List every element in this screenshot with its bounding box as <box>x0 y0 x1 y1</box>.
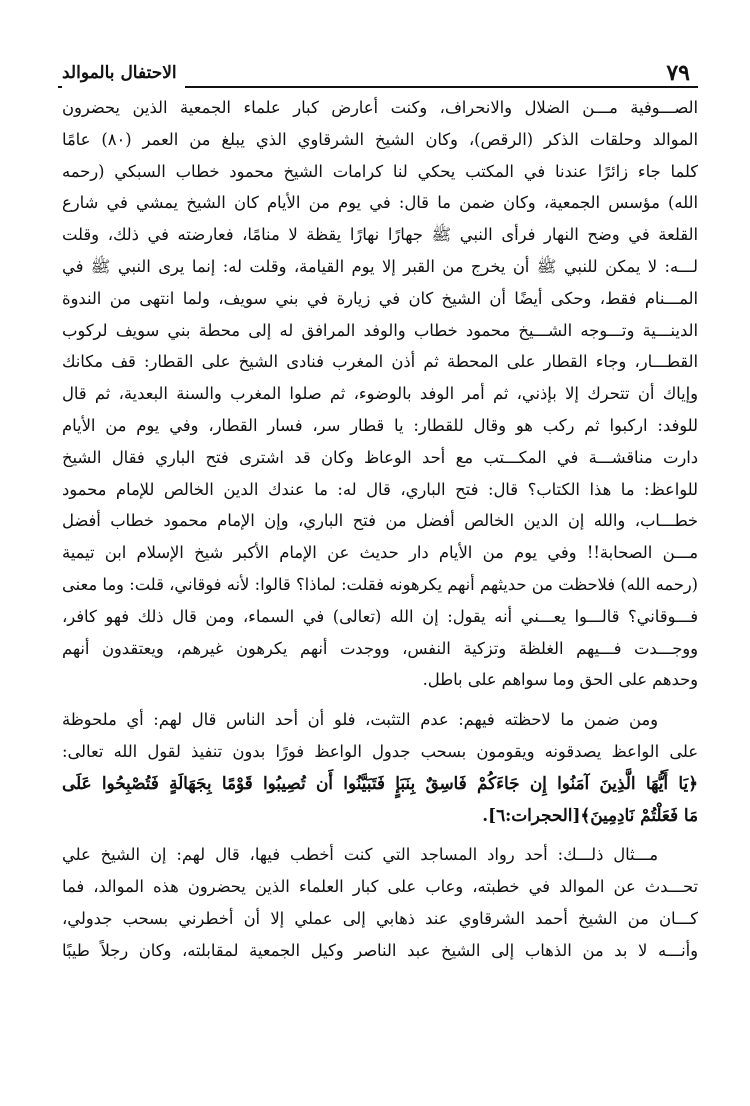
text-line: للواعظ: ما هذا الكتاب؟ قال: فتح الباري، قال له: ما عندك الدين الخالص للإمام محمود <box>62 479 698 499</box>
text-line: لـــه: لا يمكن للنبي ﷺ أن يخرج من القبر إلا يوم القيامة، وقلت له: إنما يرى النبي ﷺ في <box>62 256 698 276</box>
text-line: وأنـــه لا بد من الذهاب إلى الشيخ عبد الناصر وكيل الجمعية لمقابلته، وكان رجلاً طيبًا <box>62 940 698 960</box>
page-header <box>58 58 698 90</box>
text-line: المـــنام فقط، وحكى أيضًا أن الشيخ كان في زيارة في بني سويف، ولما انتهى من الندوة <box>62 288 698 308</box>
text-line: الدينـــية وتـــوجه الشـــيخ محمود خطاب والوفد المرافق له إلى محطة بني سويف لركوب <box>62 320 698 340</box>
text-line: دارت مناقشـــة في المكـــتب مع أحد الوعاظ وكان قد اشترى فتح الباري فقال الشيخ <box>62 447 698 467</box>
page-number: ٧٩ <box>666 60 690 86</box>
text-line: وإياك أن تتحرك إلا بإذني، ثم أمر الوفد بالوضوء، ثم صلوا المغرب والسنة البعدية، ثم قال <box>62 384 698 404</box>
text-line: وحدهم على الحق وما سواهم على باطل. <box>422 670 698 690</box>
paragraph-gap <box>62 831 698 839</box>
quran-verse-line: ﴿يَا أَيُّهَا الَّذِينَ آمَنُوا إِن جَاءَكُمْ فَاسِقٌ بِنَبَإٍ فَتَبَيَّنُوا أَن تُصِيبُوا قَوْمًا بِجَهَالَةٍ فَتُصْبِحُوا عَلَى <box>62 772 698 793</box>
paragraph-2 <box>62 704 698 831</box>
text-line: القطـــار، وجاء القطار على المحطة ثم أذن المغرب فنادى الشيخ على القطار: قف مكانك <box>62 352 698 372</box>
running-title: الاحتفال بالموالد <box>62 58 185 88</box>
body-text <box>62 92 698 967</box>
text-line: كـــان من الشيخ أحمد الشرقاوي عند ذهابي إلى عملي إلا أن أخطرني بسحب جدولي، <box>62 908 698 928</box>
paragraph-3 <box>62 839 698 966</box>
paragraph-gap <box>62 696 698 704</box>
text-line: ومن ضمن ما لاحظته فيهم: عدم التثبت، فلو أن أحد الناس قال لهم: أي ملحوظة <box>62 710 658 730</box>
text-line: القلعة في وضح النهار فرأى النبي ﷺ جهارًا نهارًا يقظة لا منامًا، فعارضته في ذلك، وقلت <box>62 225 698 245</box>
text-line: فـــوقاني؟ قالـــوا يعـــني أنه يقول: إن الله (تعالى) في السماء، ومن قال ذلك فهو كافر، <box>62 606 698 626</box>
text-line: (رحمه الله) فلاحظت من حديثهم أنهم يكرهونه فقلت: لماذا؟ قالوا: لأنه فوقاني، قلت: وما معنى <box>62 574 698 594</box>
text-line: مـــن الصحابة!! وفي يوم من الأيام دار حديث عن الإمام الأكبر شيخ الإسلام ابن تيمية <box>62 543 698 563</box>
text-line: ووجـــدت فـــيهم الغلظة وتزكية النفس، ووجدت أنهم يكرهون غيرهم، ويعتقدون أنهم <box>62 638 698 658</box>
text-line: على الواعظ يصدقونه ويقومون بسحب جدول الواعظ فورًا بدون تنفيذ لقول الله تعالى: <box>62 741 698 761</box>
text-line: الله) مؤسس الجمعية، وكان ضمن ما قال: في يوم من الأيام كان الشيخ يمشي في شارع <box>62 193 698 213</box>
paragraph-1 <box>62 92 698 696</box>
text-line: خطـــاب، والله إن الدين الخالص أفضل من فتح الباري، وإن الإمام محمود خطاب أفضل <box>62 511 698 531</box>
text-line: للوفد: اركبوا ثم ركب هو وقال للقطار: يا قطار سر، فسار القطار، وفي يوم من الأيام <box>62 415 698 435</box>
text-line: كلما جاء زائرًا عندنا في المكتب يحكي لنا كرامات الشيخ محمود خطاب السبكي (رحمه <box>62 161 698 181</box>
text-line: الصـــوفية مـــن الضلال والانحراف، وكنت أعارض كبار علماء الجمعية الذين يحضرون <box>62 98 698 117</box>
text-line: مـــثال ذلـــك: أحد رواد المساجد التي كنت أخطب فيها، قال لهم: إن الشيخ علي <box>62 845 658 865</box>
quran-verse-line: مَا فَعَلْتُمْ نَادِمِينَ﴾[الحجرات:٦]. <box>482 804 698 825</box>
text-line: تحـــدث عن الموالد في خطبته، وعاب على كبار العلماء الذين يحضرون هذه الموالد، فما <box>62 877 698 897</box>
text-line: الموالد وحلقات الذكر (الرقص)، وكان الشيخ الشرقاوي الذي يبلغ من العمر (٨٠) عامًا <box>62 129 698 149</box>
